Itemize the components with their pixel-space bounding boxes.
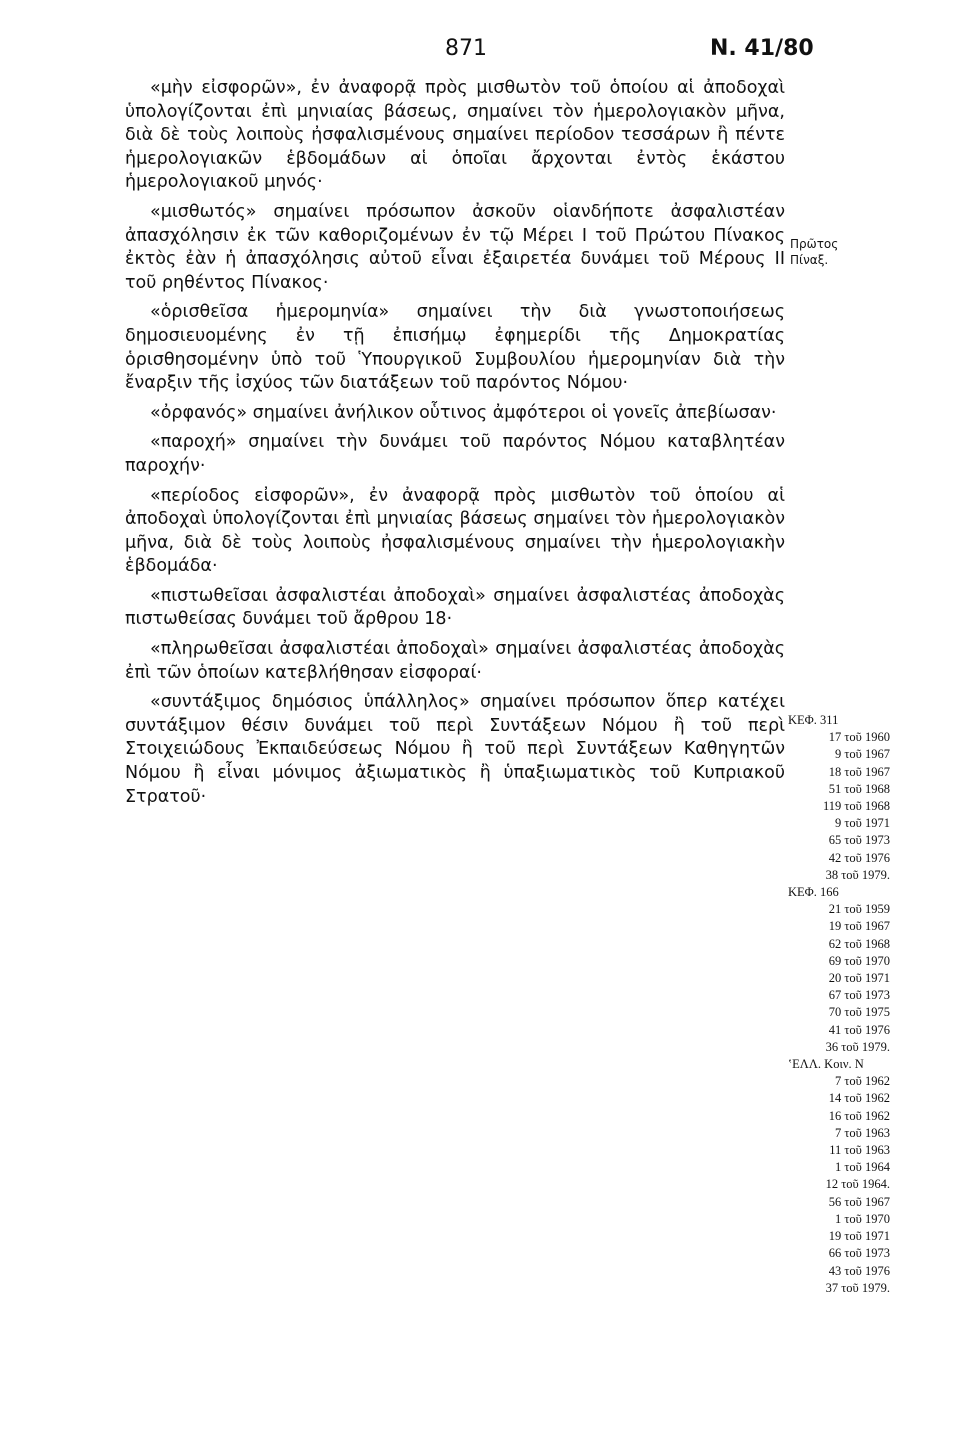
margin-ref: 70 τοῦ 1975 — [828, 1005, 890, 1020]
margin-ref-heading: ΚΕΦ. 311 — [788, 713, 839, 727]
margin-ref: 36 τοῦ 1979. — [825, 1039, 890, 1054]
margin-ref-heading: ʽΕΛΛ. Κοιν. Ν — [788, 1057, 864, 1072]
margin-ref: 19 τοῦ 1967 — [828, 919, 890, 934]
law-number: Ν. 41/80 — [710, 36, 814, 61]
margin-ref: 1 τοῦ 1964 — [835, 1160, 890, 1175]
margin-ref: 69 τοῦ 1970 — [828, 953, 890, 968]
margin-ref: 11 τοῦ 1963 — [829, 1143, 890, 1158]
definition-credited-earnings: «πιστωθεῖσαι ἀσφαλιστέαι ἀποδοχαὶ» σημαίνει ἀσφαλιστέας ἀποδοχὰς πιστωθείσας δυνάμει τοῦ ἄρθρου 18· — [125, 585, 785, 630]
margin-ref: 65 τοῦ 1973 — [828, 833, 890, 848]
margin-ref: 19 τοῦ 1971 — [828, 1229, 890, 1244]
definitions-body — [125, 77, 785, 815]
margin-ref: 37 τοῦ 1979. — [825, 1280, 890, 1295]
margin-ref-heading: ΚΕΦ. 166 — [788, 885, 839, 900]
margin-ref: 42 τοῦ 1976 — [828, 850, 890, 865]
margin-note-first-schedule — [790, 236, 838, 268]
definition-benefit: «παροχή» σημαίνει τὴν δυνάμει τοῦ παρόντος Νόμου καταβλητέαν παροχήν· — [125, 432, 785, 476]
margin-ref: 21 τοῦ 1959 — [828, 902, 890, 917]
margin-ref: 9 τοῦ 1971 — [835, 816, 890, 831]
margin-note-line: Πίναξ. — [790, 253, 829, 267]
definition-appointed-date: «ὁρισθεῖσα ἡμερομηνία» σημαίνει τὴν διὰ γνωστοποιήσεως δημοσιευομένης ἐν τῇ ἐπισήμῳ ἐφημερίδι τῆς Δημοκρατίας ὁρισθησομένην ὑπὸ τοῦ Ὑπουργικοῦ Συμβουλίου ἡμερομηνίαν διὰ τὴν ἔναρξιν τῆς ἰσχύος τῶν διατάξεων τοῦ παρόντος Νόμου· — [125, 302, 785, 394]
definition-contribution-month: «μὴν εἰσφορῶν», ἐν ἀναφορᾷ πρὸς μισθωτὸν τοῦ ὁποίου αἱ ἀποδοχαὶ ὑπολογίζονται ἐπὶ μηνιαίας βάσεως, σημαίνει τὸν ἡμερολογιακὸν μῆνα, διὰ δὲ τοὺς λοιποὺς ἠσφαλισμένους σημαίνει περίοδον τεσσάρων ἢ πέντε ἡμερολογιακῶν ἑβδομάδων αἱ ὁποῖαι ἄρχονται ἐντὸς ἑκάστου ἡμερολογιακοῦ μηνός· — [125, 78, 785, 193]
margin-ref: 14 τοῦ 1962 — [828, 1091, 890, 1106]
margin-ref: 38 τοῦ 1979. — [825, 867, 890, 882]
margin-ref: 18 τοῦ 1967 — [828, 764, 890, 779]
margin-law-references — [788, 712, 890, 1297]
margin-ref: 67 τοῦ 1973 — [828, 988, 890, 1003]
margin-ref: 12 τοῦ 1964. — [825, 1177, 890, 1192]
margin-ref: 66 τοῦ 1973 — [828, 1246, 890, 1261]
definition-employee: «μισθωτός» σημαίνει πρόσωπον ἀσκοῦν οἱανδήποτε ἀσφαλιστέαν ἀπασχόλησιν ἐκ τῶν καθοριζομένων ἐν τῷ Μέρει I τοῦ Πρώτου Πίνακος ἐκτὸς ἐὰν ἡ ἀπασχόλησις αὐτοῦ εἶναι ἐξαιρετέα δυνάμει τοῦ Μέρους II τοῦ ρηθέντος Πίνακος· — [125, 201, 785, 293]
margin-ref: 7 τοῦ 1963 — [835, 1125, 890, 1140]
definition-pensionable-officer: «συντάξιμος δημόσιος ὑπάλληλος» σημαίνει πρόσωπον ὅπερ κατέχει συντάξιμον θέσιν δυνάμει τοῦ περὶ Συντάξεων Νόμου ἢ τοῦ περὶ Στοιχειώδους Ἐκπαιδεύσεως Νόμου ἢ τοῦ περὶ Συντάξεων Καθηγητῶν Νόμου ἢ εἶναι μόνιμος ἀξιωματικὸς ἢ ὑπαξιωματικὸς τοῦ Κυπριακοῦ Στρατοῦ· — [125, 692, 785, 807]
margin-ref: 62 τοῦ 1968 — [828, 936, 890, 951]
page-number: 871 — [445, 36, 487, 61]
margin-ref: 16 τοῦ 1962 — [828, 1108, 890, 1123]
definition-orphan: «ὀρφανός» σημαίνει ἀνήλικον οὗτινος ἀμφότεροι οἱ γονεῖς ἀπεβίωσαν· — [150, 402, 777, 423]
margin-ref: 43 τοῦ 1976 — [828, 1263, 890, 1278]
definition-paid-earnings: «πληρωθεῖσαι ἀσφαλιστέαι ἀποδοχαὶ» σημαίνει ἀσφαλιστέας ἀποδοχὰς ἐπὶ τῶν ὁποίων κατεβλήθησαν εἰσφοραί· — [125, 639, 785, 683]
margin-ref: 7 τοῦ 1962 — [835, 1074, 890, 1089]
margin-ref: 20 τοῦ 1971 — [828, 971, 890, 986]
margin-ref: 41 τοῦ 1976 — [828, 1022, 890, 1037]
margin-ref: 9 τοῦ 1967 — [835, 747, 890, 762]
margin-ref: 56 τοῦ 1967 — [828, 1194, 890, 1209]
margin-ref: 1 τοῦ 1970 — [835, 1211, 890, 1226]
margin-ref: 51 τοῦ 1968 — [828, 781, 890, 796]
margin-note-line: Πρῶτος — [790, 237, 839, 251]
definition-contribution-period: «περίοδος εἰσφορῶν», ἐν ἀναφορᾷ πρὸς μισθωτὸν τοῦ ὁποίου αἱ ἀποδοχαὶ ὑπολογίζονται ἐπὶ μηνιαίας βάσεως σημαίνει τὸν ἡμερολογιακὸν μῆνα, διὰ δὲ τοὺς λοιποὺς ἠσφαλισμένους σημαίνει τὴν ἡμερολογιακὴν ἑβδομάδα· — [125, 485, 785, 577]
margin-ref: 17 τοῦ 1960 — [828, 730, 890, 745]
margin-ref: 119 τοῦ 1968 — [823, 799, 890, 814]
